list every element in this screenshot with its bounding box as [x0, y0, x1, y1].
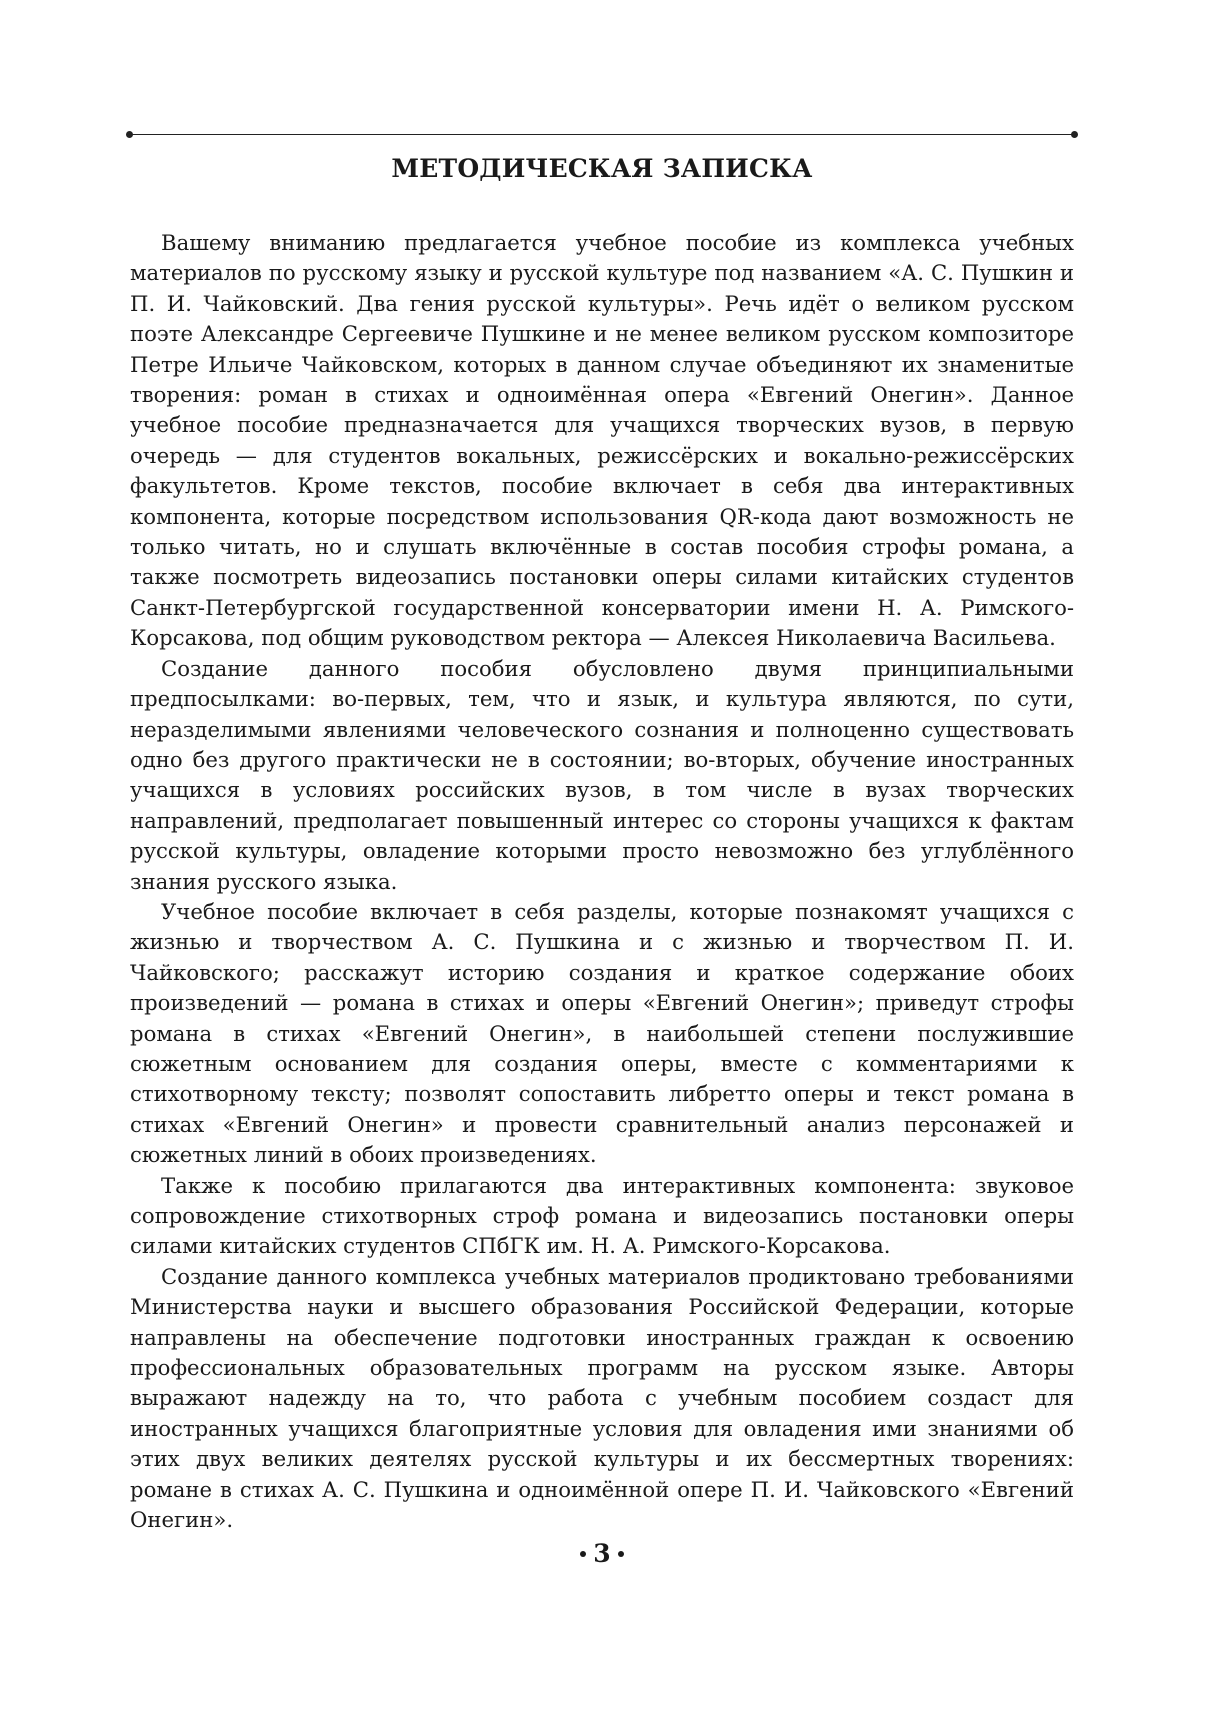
page-title: МЕТОДИЧЕСКАЯ ЗАПИСКА — [391, 154, 813, 183]
body-text — [130, 228, 1074, 1535]
paragraph-4: Также к пособию прилагаются два интерактивных компонента: звуковое сопровождение стихотворных строф романа и видеозапись постановки оперы силами китайских студентов СПбГК им. Н. А. Римского-Корсакова. — [130, 1172, 1074, 1259]
folio-bullet-left — [580, 1551, 586, 1557]
paragraph-3: Учебное пособие включает в себя разделы, которые познакомят учащихся с жизнью и творчеством А. С. Пушкина и с жизнью и творчеством П. И. Чайковского; расскажут историю создания и краткое содержание обоих произведений — романа в стихах и оперы «Евгений Онегин»; приведут строфы романа в стихах «Евгений Онегин», в наибольшей степени послужившие сюжетным основанием для создания оперы, вместе с комментариями к стихотворному тексту; позволят сопоставить либретто оперы и текст романа в стихах «Евгений Онегин» и провести сравнительный анализ персонажей и сюжетных линий в обоих произведениях. — [130, 898, 1074, 1168]
header-rule-dot-left — [126, 131, 133, 138]
header-rule — [130, 134, 1074, 135]
paragraph-2: Создание данного пособия обусловлено двумя принципиальными предпосылками: во-первых, тем, что и язык, и культура являются, по сути, неразделимыми явлениями человеческого сознания и полноценно существовать одно без другого практически не в состоянии; во-вторых, обучение иностранных учащихся в условиях российских вузов, в том числе в вузах творческих направлений, предполагает повышенный интерес со стороны учащихся к фактам русской культуры, овладение которыми просто невозможно без углублённого знания русского языка. — [130, 655, 1074, 894]
paragraph-5: Создание данного комплекса учебных материалов продиктовано требованиями Министерства науки и высшего образования Российской Федерации, которые направлены на обеспечение подготовки иностранных граждан к освоению профессиональных образовательных программ на русском языке. Авторы выражают надежду на то, что работа с учебным пособием создаст для иностранных учащихся благоприятные условия для овладения ими знаниями об этих двух великих деятелях русской культуры и их бессмертных творениях: романе в стихах А. С. Пушкина и одноимённой опере П. И. Чайковского «Евгений Онегин». — [130, 1263, 1074, 1533]
paragraph-1: Вашему вниманию предлагается учебное пособие из комплекса учебных материалов по русскому языку и русской культуре под названием «А. С. Пушкин и П. И. Чайковский. Два гения русской культуры». Речь идёт о великом русском поэте Александре Сергеевиче Пушкине и не менее великом русском композиторе Петре Ильиче Чайковском, которых в данном случае объединяют их знаменитые творения: роман в стихах и одноимённая опера «Евгений Онегин». Данное учебное пособие предназначается для учащихся творческих вузов, в первую очередь — для студентов вокальных, режиссёрских и вокально-режиссёрских факультетов. Кроме текстов, пособие включает в себя два интерактивных компонента, которые посредством использования QR-кода дают возможность не только читать, но и слушать включённые в состав пособия строфы романа, а также посмотреть видеозапись постановки оперы силами китайских студентов Санкт-Петербургской государственной консерватории имени Н. А. Римского-Корсакова, под общим руководством ректора — Алексея Николаевича Васильева. — [130, 230, 1074, 651]
page-number-footer — [130, 1538, 1074, 1570]
page-number: 3 — [593, 1539, 611, 1568]
header-rule-dot-right — [1071, 131, 1078, 138]
folio-bullet-right — [618, 1551, 624, 1557]
